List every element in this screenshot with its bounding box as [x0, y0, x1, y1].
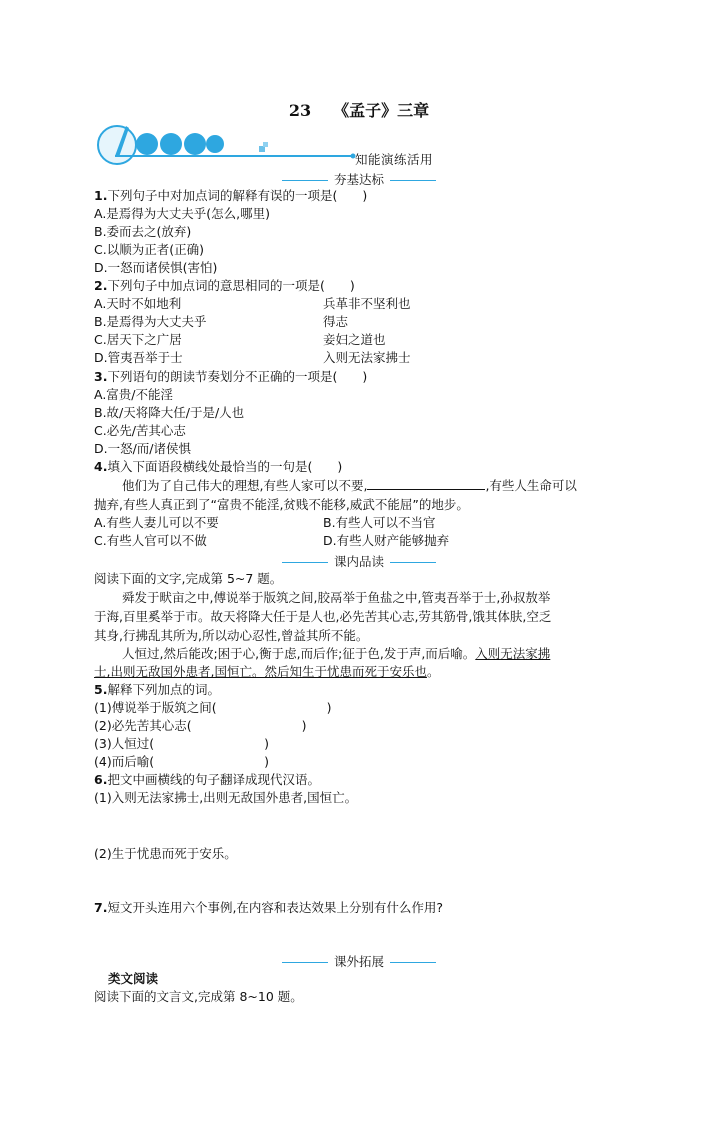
question-6-item-2: (2)生于忧患而死于安乐。	[94, 846, 237, 861]
answer-blank[interactable]	[367, 477, 485, 490]
question-4-option-a: A.有些人妻儿可以不要	[94, 515, 219, 530]
banner-circle-icon	[98, 126, 136, 164]
question-1-stem: 1.下列句子中对加点词的解释有误的一项是( )	[94, 188, 368, 203]
question-3-option-c: C.必先/苦其心志	[94, 423, 186, 438]
question-1-option-a: A.是焉得为大丈夫乎(怎么,哪里)	[94, 206, 271, 221]
question-2-stem: 2.下列句子中加点词的意思相同的一项是( )	[94, 278, 355, 293]
question-2-option-b-left: B.是焉得为大丈夫乎	[94, 314, 207, 329]
question-5-item-2: (2)必先苦其心志( )	[94, 718, 307, 733]
passage-paragraph-1-line-2: 于海,百里奚举于市。故天将降大任于是人也,必先苦其心志,劳其筋骨,饿其体肤,空乏	[94, 609, 552, 624]
question-5-item-4: (4)而后喻( )	[94, 754, 269, 769]
banner-square-icon-2	[263, 142, 268, 147]
question-2-option-a-right: 兵革非不坚利也	[323, 296, 411, 311]
question-1-option-d: D.一怒而诸侯惧(害怕)	[94, 260, 218, 275]
question-5-stem: 5.解释下列加点的词。	[94, 682, 220, 697]
reading-intro: 阅读下面的文字,完成第 5~7 题。	[94, 571, 283, 586]
question-6-stem: 6.把文中画横线的句子翻译成现代汉语。	[94, 772, 320, 787]
question-3-option-a: A.富贵/不能淫	[94, 387, 174, 402]
question-1-option-c: C.以顺为正者(正确)	[94, 242, 204, 257]
banner-dot-4	[206, 135, 224, 153]
question-2-option-c-left: C.居天下之广居	[94, 332, 182, 347]
question-2-option-d-left: D.管夷吾举于士	[94, 350, 183, 365]
passage-paragraph-1-line-3: 其身,行拂乱其所为,所以动心忍性,曾益其所不能。	[94, 628, 369, 643]
question-4-stem: 4.填入下面语段横线处最恰当的一句是( )	[94, 459, 343, 474]
question-2-option-c-right: 妾妇之道也	[323, 332, 386, 347]
extension-heading: 类文阅读	[108, 971, 159, 986]
section-heading-in-class: 课内品读	[0, 552, 718, 570]
question-7-stem: 7.短文开头连用六个事例,在内容和表达效果上分别有什么作用?	[94, 900, 444, 915]
question-2-option-b-right: 得志	[323, 314, 349, 329]
question-6-item-1: (1)入则无法家拂士,出则无敌国外患者,国恒亡。	[94, 790, 358, 805]
question-2-option-d-right: 入则无法家拂士	[323, 350, 411, 365]
passage-paragraph-2-line-1: 人恒过,然后能改;困于心,衡于虑,而后作;征于色,发于声,而后喻。入则无法家拂	[122, 646, 551, 661]
banner-dot-3	[184, 133, 206, 155]
question-4-passage-line-2: 抛弃,有些人真正到了“富贵不能淫,贫贱不能移,威武不能屈”的地步。	[94, 497, 469, 512]
question-4-passage-line-1: 他们为了自己伟大的理想,有些人家可以不要, ,有些人生命可以	[122, 478, 577, 493]
extension-intro: 阅读下面的文言文,完成第 8~10 题。	[94, 989, 303, 1004]
question-5-item-3: (3)人恒过( )	[94, 736, 269, 751]
question-1-option-b: B.委而去之(放弃)	[94, 224, 192, 239]
question-4-option-d: D.有些人财产能够抛弃	[323, 533, 450, 548]
question-3-option-b: B.故/天将降大任/于是/人也	[94, 405, 245, 420]
lesson-number: 23	[288, 101, 312, 120]
question-3-stem: 3.下列语句的朗读节奏划分不正确的一项是( )	[94, 369, 368, 384]
question-5-item-1: (1)傅说举于版筑之间( )	[94, 700, 332, 715]
question-3-option-d: D.一怒/而/诸侯惧	[94, 441, 192, 456]
banner-label: 知能演练活用	[355, 152, 434, 167]
question-4-option-b: B.有些人可以不当官	[323, 515, 436, 530]
banner-dot-1	[136, 133, 158, 155]
section-heading-extension: 课外拓展	[0, 952, 718, 970]
lesson-title: 《孟子》三章	[333, 101, 430, 120]
section-heading-basic: 夯基达标	[0, 170, 718, 188]
question-2-option-a-left: A.天时不如地利	[94, 296, 182, 311]
passage-paragraph-2-line-2: 士,出则无敌国外患者,国恒亡。然后知生于忧患而死于安乐也。	[94, 664, 440, 679]
question-4-option-c: C.有些人官可以不做	[94, 533, 207, 548]
passage-paragraph-1-line-1: 舜发于畎亩之中,傅说举于版筑之间,胶鬲举于鱼盐之中,管夷吾举于士,孙叔敖举	[122, 590, 551, 605]
banner-dot-2	[160, 133, 182, 155]
page-title	[0, 98, 718, 121]
